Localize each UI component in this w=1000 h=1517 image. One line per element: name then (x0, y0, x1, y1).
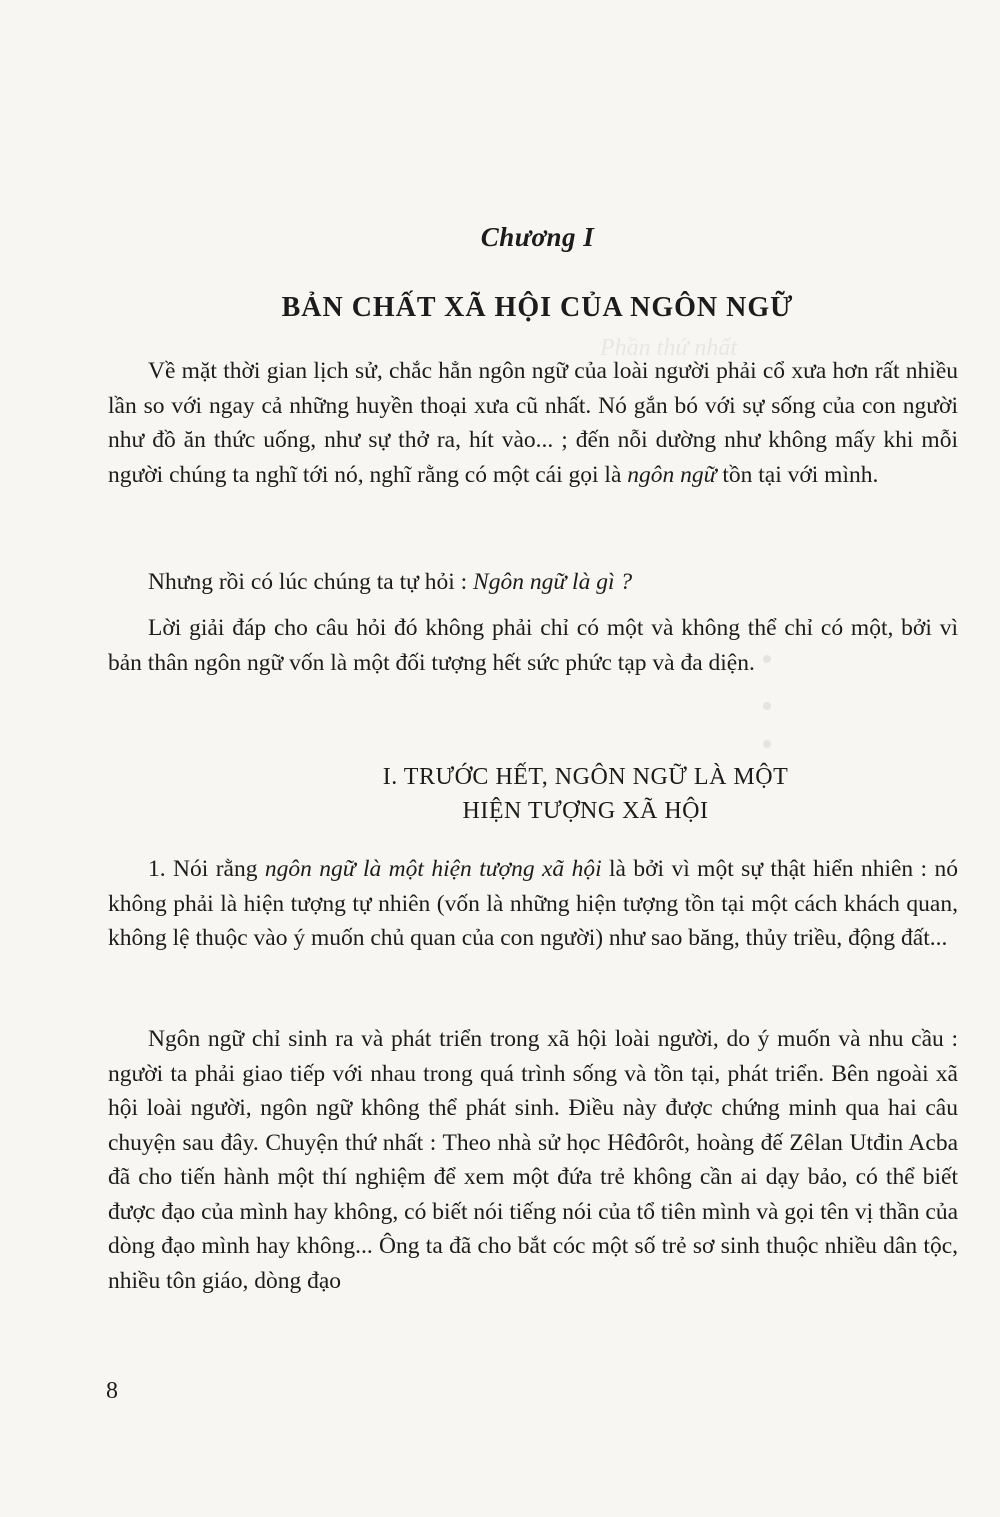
section-heading-line-1: I. TRƯỚC HẾT, NGÔN NGỮ LÀ MỘT (382, 764, 789, 790)
question-emphasis: Ngôn ngữ là gì ? (473, 569, 633, 595)
section-p1-emphasis: ngôn ngữ là một hiện tượng xã hội (264, 856, 602, 882)
question-paragraph (108, 565, 958, 600)
section-paragraph-2 (108, 1022, 958, 1298)
chapter-label: Chương I (480, 222, 595, 252)
page-number: 8 (106, 1378, 118, 1404)
section-p1-text-end: là bởi vì một sự thật hiển nhiên : nó không phải là hiện tượng tự nhiên (vốn là những hiện tượng tồn tại một cách khách quan, không lệ thuộc vào ý muốn chủ quan của con người) như sao băng, thủy triều, động đất... (108, 856, 958, 951)
answer-paragraph (108, 611, 958, 680)
bleed-through-text: Phần thứ nhất (600, 335, 738, 361)
intro-text-end: tồn tại với mình. (722, 461, 879, 488)
chapter-title: BẢN CHẤT XÃ HỘI CỦA NGÔN NGỮ (281, 292, 794, 323)
intro-emphasis: ngôn ngữ (627, 461, 717, 488)
question-text: Nhưng rồi có lúc chúng ta tự hỏi : (148, 569, 468, 595)
section-paragraph-1 (108, 852, 958, 956)
bleed-through-bullet (763, 740, 771, 748)
section-heading-line-2: HIỆN TƯỢNG XÃ HỘI (462, 798, 709, 824)
section-p2-text: Ngôn ngữ chỉ sinh ra và phát triển trong xã hội loài người, do ý muốn và nhu cầu : người ta phải giao tiếp với nhau trong quá trình sống và tồn tại, phát triển. Bên ngoài xã hội loài người, ngôn ngữ không thể phát sinh. Điều này được chứng minh qua hai câu chuyện sau đây. Chuyện thứ nhất : Theo nhà sử học Hêđôrôt, hoàng đế Zêlan Utđin Acba đã cho tiến hành một thí nghiệm để xem một đứa trẻ không cần ai dạy bảo, có thể biết được đạo của mình hay không, có biết nói tiếng nói của tổ tiên mình và gọi tên vị thần của dòng đạo mình hay không... Ông ta đã cho bắt cóc một số trẻ sơ sinh thuộc nhiều dân tộc, nhiều tôn giáo, dòng đạo (108, 1026, 958, 1294)
bleed-through-bullet (763, 702, 771, 710)
answer-text: Lời giải đáp cho câu hỏi đó không phải chỉ có một và không thể chỉ có một, bởi vì bản thân ngôn ngữ vốn là một đối tượng hết sức phức tạp và đa diện. (108, 615, 958, 676)
section-heading (108, 760, 1000, 828)
intro-paragraph (108, 354, 958, 492)
intro-text: Về mặt thời gian lịch sử, chắc hẳn ngôn ngữ của loài người phải cổ xưa hơn rất nhiều lần so với ngay cả những huyền thoại xưa cũ nhất. Nó gắn bó với sự sống của con người như đồ ăn thức uống, như sự thở ra, hít vào... ; đến nỗi dường như không mấy khi mỗi người chúng ta nghĩ tới nó, nghĩ rằng có một cái gọi là (108, 358, 958, 488)
section-p1-text: 1. Nói rằng (148, 856, 258, 882)
